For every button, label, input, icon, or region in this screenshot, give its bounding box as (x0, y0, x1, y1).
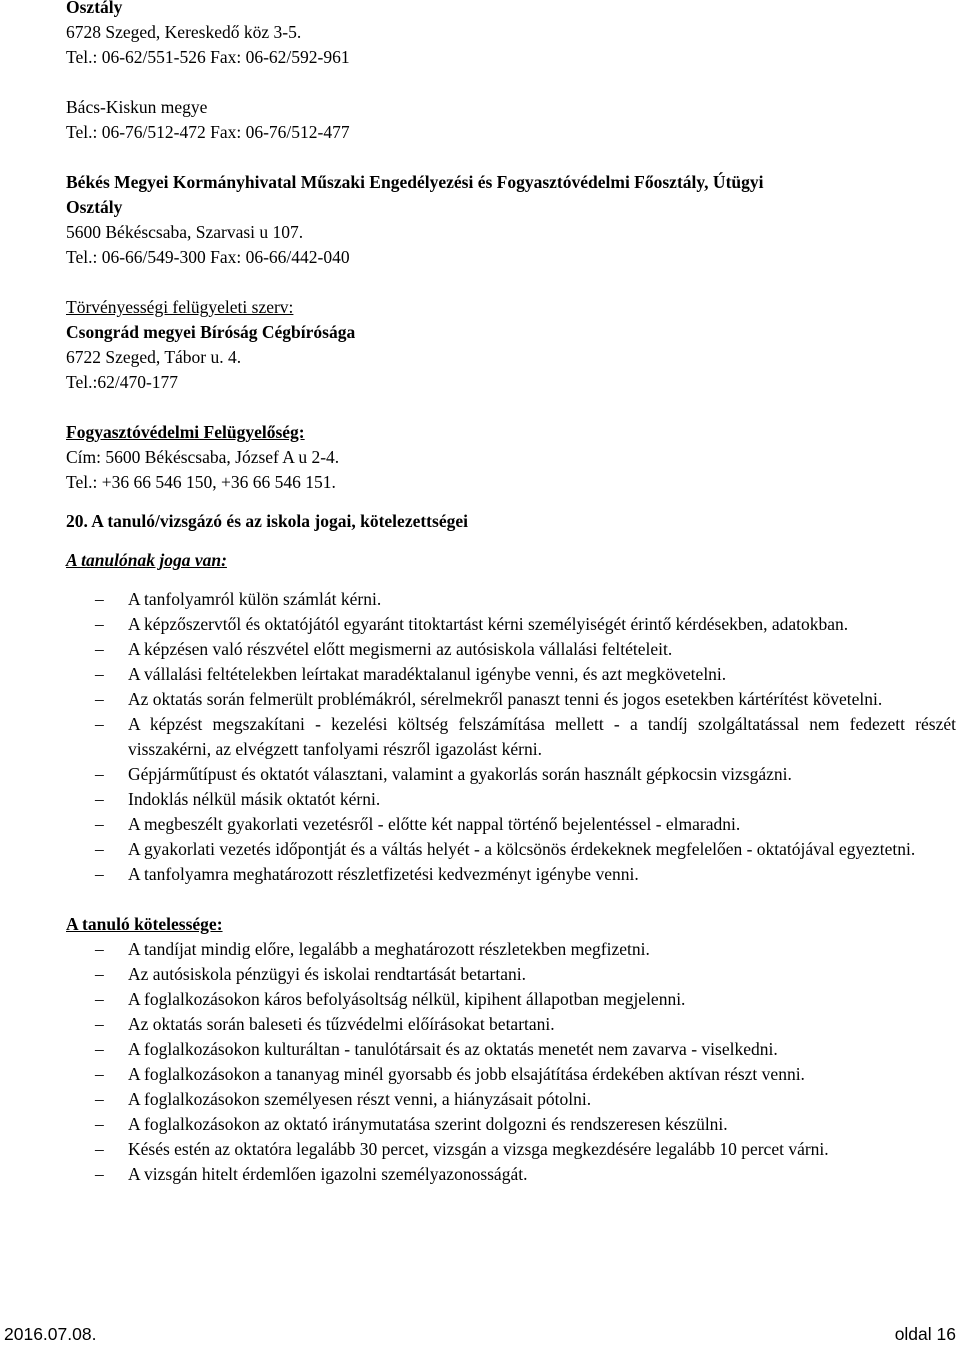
bekes-phone: Tel.: 06-66/549-300 Fax: 06-66/442-040 (66, 247, 350, 267)
rights-heading: A tanulónak joga van: (66, 550, 227, 570)
rights-list-item: – A tanfolyamról külön számlát kérni. (66, 587, 956, 612)
bekes-office-title: Békés Megyei Kormányhivatal Műszaki Engedélyezési és Fogyasztóvédelmi Főosztály, Útügyi (66, 172, 764, 192)
duties-list-item: – A vizsgán hitelt érdemlően igazolni személyazonosságát. (66, 1162, 956, 1187)
duties-list-item: – Az autósiskola pénzügyi és iskolai rendtartását betartani. (66, 962, 956, 987)
rights-list (66, 587, 956, 887)
section-title: 20. A tanuló/vizsgázó és az iskola jogai, kötelezettségei (66, 511, 468, 531)
supervisor-heading: Törvényességi felügyeleti szerv: (66, 297, 294, 317)
footer-page-number: oldal 16 (894, 1324, 956, 1344)
duties-list-item: – A tandíjat mindig előre, legalább a meghatározott részletekben megfizetni. (66, 937, 956, 962)
consumer-phone: Tel.: +36 66 546 150, +36 66 546 151. (66, 472, 336, 492)
duties-list (66, 937, 956, 1187)
top-address: 6728 Szeged, Kereskedő köz 3-5. (66, 22, 302, 42)
supervisor-address: 6722 Szeged, Tábor u. 4. (66, 347, 242, 367)
rights-list-item: – A képzésen való részvétel előtt megismerni az autósiskola vállalási feltételeit. (66, 637, 956, 662)
rights-list-item: – Gépjárműtípust és oktatót választani, valamint a gyakorlás során használt gépkocsin vizsgázni. (66, 762, 956, 787)
rights-list-item: – A gyakorlati vezetés időpontját és a váltás helyét - a kölcsönös érdekeknek megfelelően - oktatójával egyeztetni. (66, 837, 956, 862)
rights-list-item: – A vállalási feltételekben leírtakat maradéktalanul igénybe venni, és azt megkövetelni. (66, 662, 956, 687)
top-phone: Tel.: 06-62/551-526 Fax: 06-62/592-961 (66, 47, 350, 67)
duties-list-item: – Az oktatás során baleseti és tűzvédelmi előírásokat betartani. (66, 1012, 956, 1037)
bacs-county-name: Bács-Kiskun megye (66, 97, 208, 117)
duties-list-item: – A foglalkozásokon káros befolyásoltság nélkül, kipihent állapotban megjelenni. (66, 987, 956, 1012)
rights-list-item: – A képzést megszakítani - kezelési költség felszámítása mellett - a tandíj szolgáltatással nem fedezett részét visszakérni, az elvégzett tanfolyami részről igazolást kérni. (66, 712, 956, 762)
rights-list-item: – A megbeszélt gyakorlati vezetésről - előtte két nappal történő bejelentéssel - elmaradni. (66, 812, 956, 837)
duties-list-item: – A foglalkozásokon az oktató iránymutatása szerint dolgozni és rendszeresen készülni. (66, 1112, 956, 1137)
duties-list-item: – Késés estén az oktatóra legalább 30 percet, vizsgán a vizsga megkezdésére legalább 10 percet várni. (66, 1137, 956, 1162)
supervisor-phone: Tel.:62/470-177 (66, 372, 179, 392)
document-body (66, 0, 956, 1187)
footer-date: 2016.07.08. (4, 1324, 97, 1344)
rights-list-item: – A tanfolyamra meghatározott részletfizetési kedvezményt igénybe venni. (66, 862, 956, 887)
rights-list-item: – A képzőszervtől és oktatójától egyaránt titoktartást kérni személyiségét érintő kérdésekben, adatokban. (66, 612, 956, 637)
bekes-office-title-cont: Osztály (66, 197, 123, 217)
bekes-address: 5600 Békéscsaba, Szarvasi u 107. (66, 222, 304, 242)
rights-list-item: – Az oktatás során felmerült problémákról, sérelmekről panaszt tenni és jogos esetekben kártérítést követelni. (66, 687, 956, 712)
supervisor-name: Csongrád megyei Bíróság Cégbírósága (66, 322, 356, 342)
consumer-address: Cím: 5600 Békéscsaba, József A u 2-4. (66, 447, 340, 467)
rights-list-item: – Indoklás nélkül másik oktatót kérni. (66, 787, 956, 812)
top-department-label: Osztály (66, 0, 123, 17)
consumer-protection-heading: Fogyasztóvédelmi Felügyelőség: (66, 422, 305, 442)
duties-list-item: – A foglalkozásokon személyesen részt venni, a hiányzásait pótolni. (66, 1087, 956, 1112)
duties-heading: A tanuló kötelessége: (66, 914, 223, 934)
duties-list-item: – A foglalkozásokon kulturáltan - tanulótársait és az oktatás menetét nem zavarva - viselkedni. (66, 1037, 956, 1062)
bacs-phone: Tel.: 06-76/512-472 Fax: 06-76/512-477 (66, 122, 350, 142)
duties-list-item: – A foglalkozásokon a tananyag minél gyorsabb és jobb elsajátítása érdekében aktívan részt venni. (66, 1062, 956, 1087)
